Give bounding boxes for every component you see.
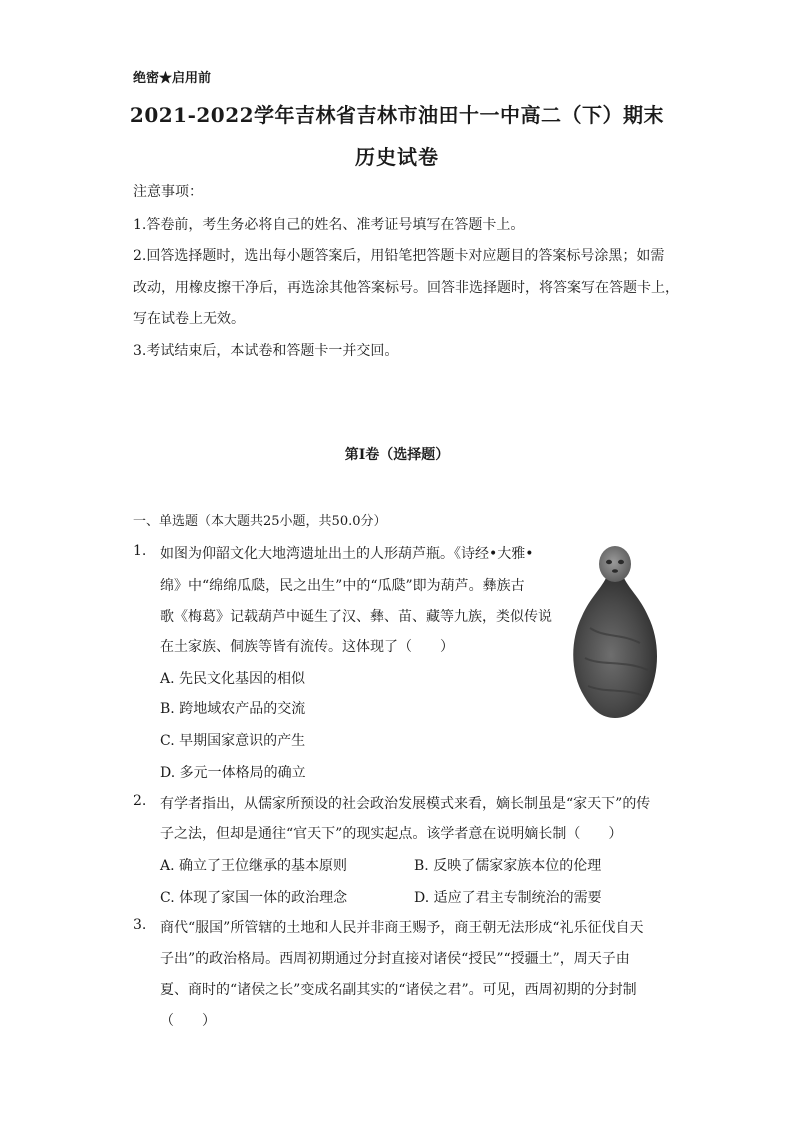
option-b: B. 反映了儒家家族本位的伦理 — [414, 858, 602, 874]
gourd-vase-image — [560, 538, 670, 723]
question-number: 3. — [133, 917, 147, 933]
option-a: A. 先民文化基因的相似 — [160, 671, 306, 687]
notice-line: 1.答卷前，考生务必将自己的姓名、准考证号填写在答题卡上。 — [133, 217, 525, 233]
option-d: D. 适应了君主专制统治的需要 — [414, 890, 602, 906]
exam-title-line2: 历史试卷 — [355, 145, 439, 169]
option-a: A. 确立了王位继承的基本原则 — [160, 858, 348, 874]
question-text-line: 绵》中“绵绵瓜瓞，民之出生”中的“瓜瓞”即为葫芦。彝族古 — [160, 578, 525, 594]
question-text-line: 在土家族、侗族等皆有流传。这体现了（ ） — [160, 639, 454, 655]
question-number: 1. — [133, 543, 147, 559]
notice-line: 2.回答选择题时，选出每小题答案后，用铅笔把答题卡对应题目的答案标号涂黑；如需 — [133, 248, 665, 264]
question-text-line: 子出”的政治格局。西周初期通过分封直接对诸侯“授民”“授疆土”，周天子由 — [160, 951, 630, 967]
option-c: C. 体现了家国一体的政治理念 — [160, 890, 348, 906]
question-text-line: 子之法，但却是通往“官天下”的现实起点。该学者意在说明嫡长制（ ） — [160, 826, 623, 842]
notice-line: 写在试卷上无效。 — [133, 311, 245, 327]
notice-line: 改动，用橡皮擦干净后，再选涂其他答案标号。回答非选择题时，将答案写在答题卡上， — [133, 280, 679, 296]
exam-title-line1: 2021-2022学年吉林省吉林市油田十一中高二（下）期末 — [129, 103, 665, 127]
notice-line: 3.考试结束后，本试卷和答题卡一并交回。 — [133, 343, 399, 359]
question-text-line: 商代“服国”所管辖的土地和人民并非商王赐予，商王朝无法形成“礼乐征伐自天 — [160, 920, 644, 936]
secret-label: 绝密★启用前 — [133, 71, 212, 86]
option-d: D. 多元一体格局的确立 — [160, 765, 306, 781]
question-text-line: 如图为仰韶文化大地湾遗址出土的人形葫芦瓶。《诗经•大雅• — [160, 546, 534, 562]
part-heading: 一、单选题（本大题共25小题，共50.0分） — [133, 514, 387, 529]
option-b: B. 跨地域农产品的交流 — [160, 701, 306, 717]
question-text-line: 歌《梅葛》记载葫芦中诞生了汉、彝、苗、藏等九族，类似传说 — [160, 609, 552, 625]
question-text-line: 夏、商时的“诸侯之长”变成名副其实的“诸侯之君”。可见，西周初期的分封制 — [160, 982, 637, 998]
option-c: C. 早期国家意识的产生 — [160, 733, 306, 749]
section-title: 第Ⅰ卷（选择题） — [344, 447, 450, 463]
question-text-line: 有学者指出，从儒家所预设的社会政治发展模式来看，嫡长制虽是“家天下”的传 — [160, 796, 651, 812]
question-number: 2. — [133, 793, 147, 809]
question-text-line: （ ） — [160, 1013, 216, 1029]
notice-heading: 注意事项： — [133, 184, 203, 200]
